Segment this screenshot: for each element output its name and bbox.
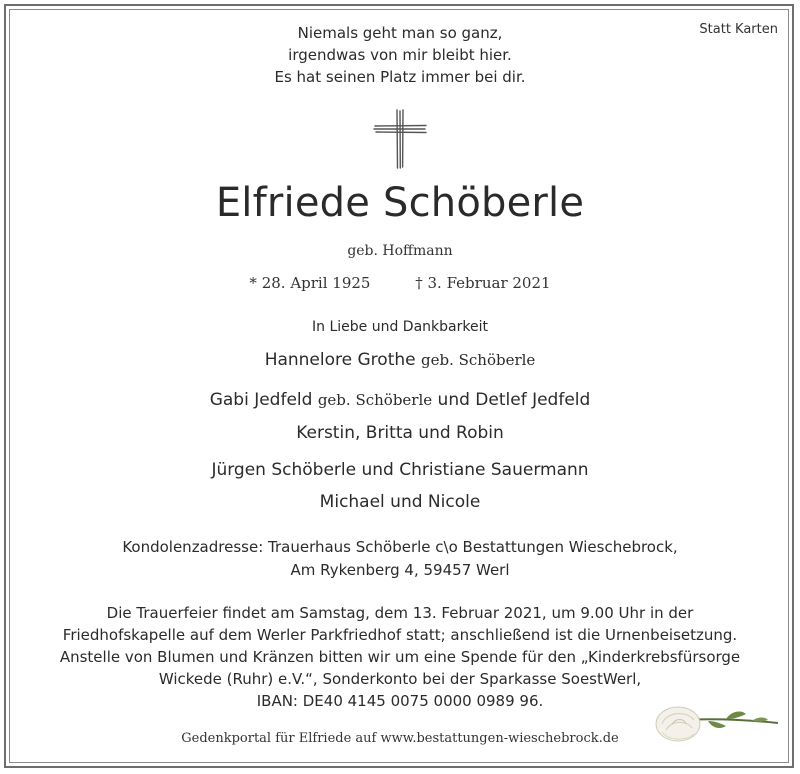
cross-icon [370, 108, 430, 170]
mourner-name: Gabi Jedfeld [209, 390, 313, 410]
deceased-name: Elfriede Schöberle [215, 180, 585, 226]
rose-icon [648, 690, 784, 750]
notice-line-3: Anstelle von Blumen und Kränzen bitten wir um eine Spende für den „Kinderkrebsfürsorge [59, 648, 741, 666]
condolence-address [0, 536, 800, 582]
verse-line-2: irgendwas von mir bleibt hier. [288, 46, 512, 64]
mourner-line-3: Kerstin, Britta und Robin [296, 423, 504, 443]
verse-line-3: Es hat seinen Platz immer bei dir. [274, 68, 526, 86]
mourners-intro: In Liebe und Dankbarkeit [312, 319, 488, 335]
mourner-maiden: geb. Schöberle [317, 391, 433, 409]
condolence-line-2: Am Rykenberg 4, 59457 Werl [290, 561, 510, 579]
mourner-line-4: Jürgen Schöberle und Christiane Sauermann [211, 460, 589, 480]
memorial-portal-link: Gedenkportal für Elfriede auf www.bestattungen-wieschebrock.de [181, 731, 619, 746]
verse [0, 22, 800, 88]
notice-line-1: Die Trauerfeier findet am Samstag, dem 13. Februar 2021, um 9.00 Uhr in der [106, 604, 694, 622]
mourner-line-1 [0, 350, 800, 370]
notice-line-5: IBAN: DE40 4145 0075 0000 0989 96. [256, 692, 544, 710]
mourner-maiden: geb. Schöberle [421, 351, 536, 369]
mourner-name: Hannelore Grothe [264, 350, 416, 370]
notice-line-4: Wickede (Ruhr) e.V.“, Sonderkonto bei der Sparkasse SoestWerl, [158, 670, 642, 688]
birth-date: * 28. April 1925 [249, 274, 371, 292]
life-dates [0, 274, 800, 292]
mourner-partner: und Detlef Jedfeld [437, 390, 591, 410]
verse-line-1: Niemals geht man so ganz, [297, 24, 503, 42]
statt-karten-label: Statt Karten [699, 22, 778, 37]
mourner-line-5: Michael und Nicole [319, 492, 481, 512]
death-date: † 3. Februar 2021 [415, 274, 551, 292]
mourner-line-2 [0, 390, 800, 410]
condolence-line-1: Kondolenzadresse: Trauerhaus Schöberle c\o Bestattungen Wieschebrock, [122, 538, 678, 556]
maiden-name: geb. Hoffmann [347, 243, 453, 259]
notice-line-2: Friedhofskapelle auf dem Werler Parkfriedhof statt; anschließend ist die Urnenbeisetzung. [62, 626, 738, 644]
